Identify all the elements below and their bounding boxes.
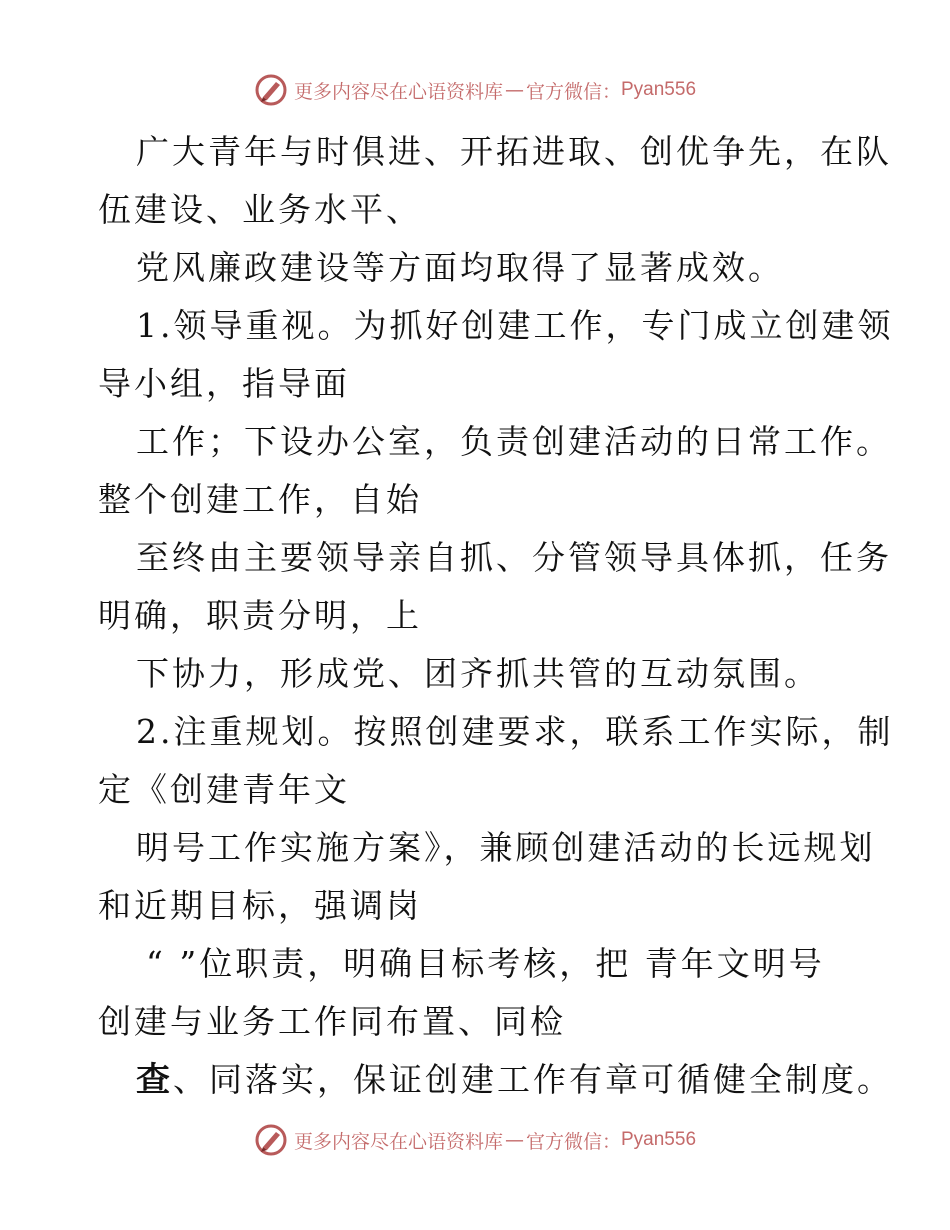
watermark-official-text: 官方微信： (525, 80, 621, 103)
paragraph-10-lead-char: 查 (136, 1060, 173, 1100)
watermark-header (0, 70, 950, 110)
paragraph-1-line-1: 广大青年与时俱进、开拓进取、创优争先，在队 (136, 132, 892, 171)
pen-logo-icon (254, 73, 288, 107)
paragraph-8-line-1: 明号工作实施方案》，兼顾创建活动的长远规划 (136, 828, 876, 867)
paragraph-8-line-2: 和近期目标，强调岗 (98, 886, 422, 925)
paragraph-7-line-2: 定《创建青年文 (98, 770, 350, 809)
watermark-footer (0, 1120, 950, 1160)
watermark-wechat-id: Pyan556 (621, 79, 697, 100)
watermark-wechat-id: Pyan556 (621, 1129, 697, 1150)
paragraph-3-line-1: 1.领导重视。为抓好创建工作，专门成立创建领 (136, 306, 894, 345)
paragraph-7-line-1: 2.注重规划。按照创建要求，联系工作实际，制 (136, 712, 894, 751)
paragraph-4-line-1: 工作；下设办公室，负责创建活动的日常工作。 (136, 422, 892, 461)
watermark-dash: — (504, 79, 524, 101)
paragraph-2-line-1: 党风廉政建设等方面均取得了显著成效。 (136, 248, 784, 287)
paragraph-6-line-1: 下协力，形成党、团齐抓共管的互动氛围。 (136, 654, 820, 693)
paragraph-9-line-1: “ ”位职责，明确目标考核，把 青年文明号 (146, 944, 825, 983)
watermark-official-text: 官方微信： (525, 1130, 621, 1153)
paragraph-9-line-2: 创建与业务工作同布置、同检 (98, 1002, 566, 1041)
paragraph-5-line-1: 至终由主要领导亲自抓、分管领导具体抓，任务 (136, 538, 892, 577)
paragraph-10-line-1 (136, 1056, 893, 1104)
watermark-site-text: 更多内容尽在心语资料库 (293, 80, 503, 103)
paragraph-3-line-2: 导小组，指导面 (98, 364, 350, 403)
watermark-site-text: 更多内容尽在心语资料库 (293, 1130, 503, 1153)
paragraph-1-line-2: 伍建设、业务水平、 (98, 190, 422, 229)
watermark-dash: — (504, 1129, 524, 1151)
paragraph-4-line-2: 整个创建工作，自始 (98, 480, 422, 519)
pen-logo-icon (254, 1123, 288, 1157)
paragraph-5-line-2: 明确，职责分明，上 (98, 596, 422, 635)
paragraph-10-text: 、同落实，保证创建工作有章可循健全制度。 (173, 1060, 893, 1099)
